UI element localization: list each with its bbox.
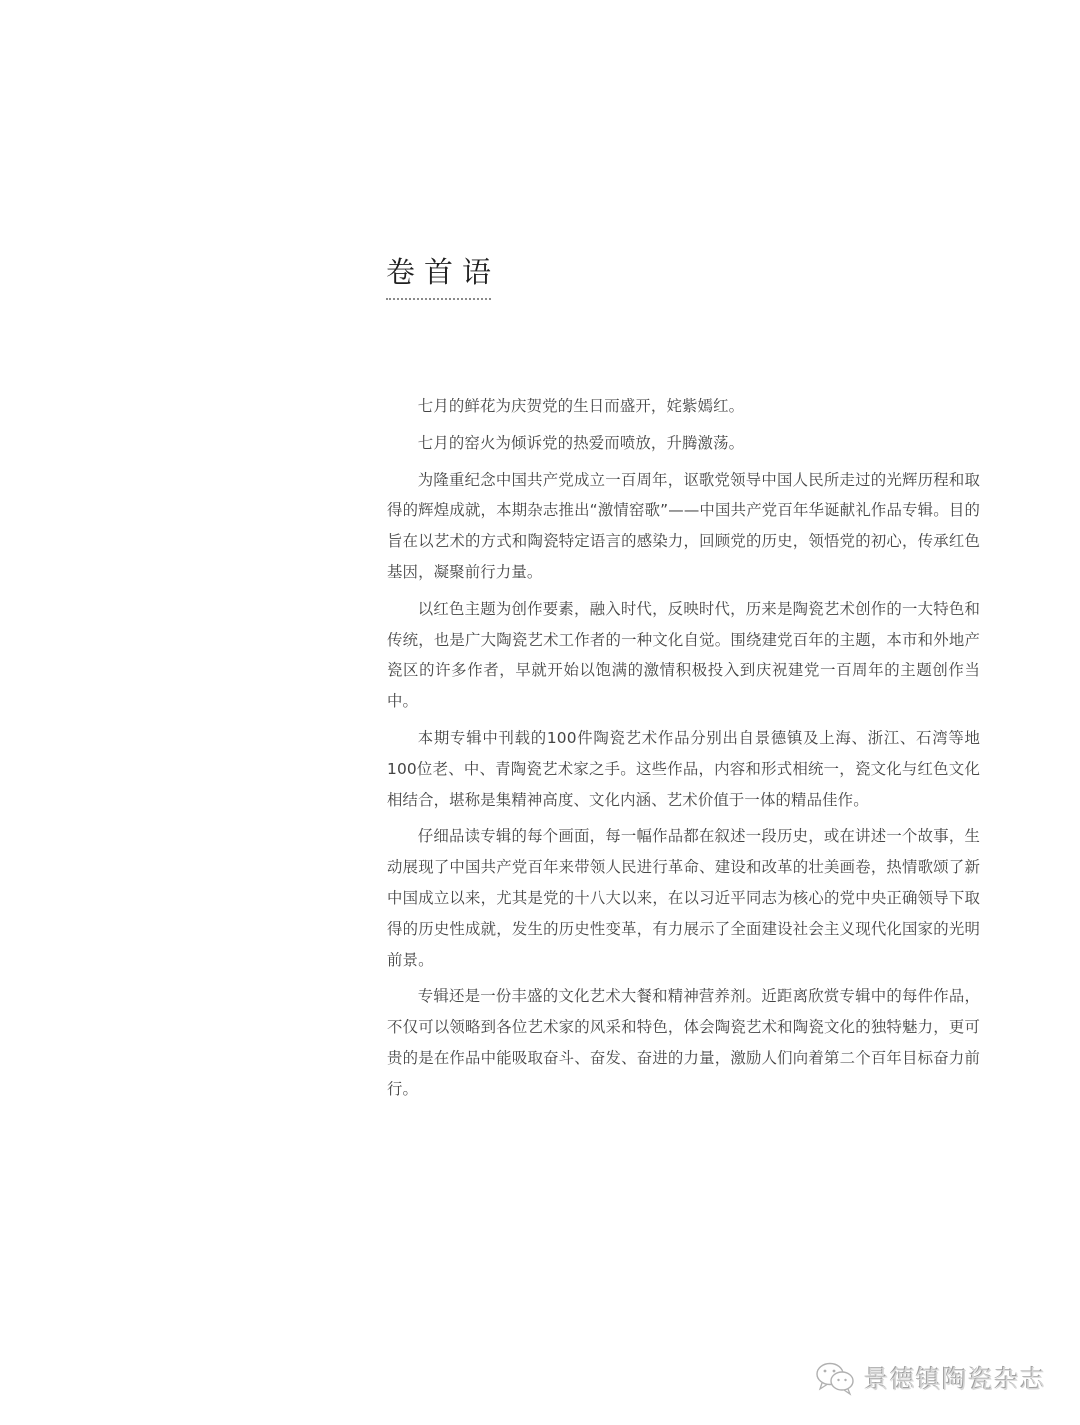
page-title: 卷首语 bbox=[386, 255, 501, 289]
source-watermark bbox=[814, 1360, 1046, 1396]
paragraph: 专辑还是一份丰盛的文化艺术大餐和精神营养剂。近距离欣赏专辑中的每件作品，不仅可以领略到各位艺术家的风采和特色，体会陶瓷艺术和陶瓷文化的独特魅力，更可贵的是在作品中能吸取奋斗、奋发、奋进的力量，激励人们向着第二个百年目标奋力前行。 bbox=[387, 987, 980, 1098]
title-dotted-underline bbox=[386, 298, 491, 300]
article-body bbox=[387, 391, 980, 1111]
paragraph: 七月的鲜花为庆贺党的生日而盛开，姹紫嫣红。 bbox=[417, 397, 745, 415]
paragraph: 七月的窑火为倾诉党的热爱而喷放，升腾激荡。 bbox=[417, 433, 745, 452]
paragraph: 为隆重纪念中国共产党成立一百周年，讴歌党领导中国人民所走过的光辉历程和取得的辉煌成就，本期杂志推出“激情窑歌”——中国共产党百年华诞献礼作品专辑。目的旨在以艺术的方式和陶瓷特定语言的感染力，回顾党的历史，领悟党的初心，传承红色基因，凝聚前行力量。 bbox=[387, 470, 980, 581]
paragraph: 本期专辑中刊载的100件陶瓷艺术作品分别出自景德镇及上海、浙江、石湾等地100位老、中、青陶瓷艺术家之手。这些作品，内容和形式相统一，瓷文化与红色文化相结合，堪称是集精神高度、文化内涵、艺术价值于一体的精品佳作。 bbox=[387, 728, 980, 809]
wechat-icon bbox=[814, 1360, 858, 1396]
paragraph: 以红色主题为创作要素，融入时代，反映时代，历来是陶瓷艺术创作的一大特色和传统，也是广大陶瓷艺术工作者的一种文化自觉。围绕建党百年的主题，本市和外地产瓷区的许多作者，早就开始以饱满的激情积极投入到庆祝建党一百周年的主题创作当中。 bbox=[387, 599, 980, 711]
watermark-text: 景德镇陶瓷杂志 bbox=[864, 1365, 1047, 1394]
paragraph: 仔细品读专辑的每个画面，每一幅作品都在叙述一段历史，或在讲述一个故事，生动展现了中国共产党百年来带领人民进行革命、建设和改革的壮美画卷，热情歌颂了新中国成立以来，尤其是党的十八大以来，在以习近平同志为核心的党中央正确领导下取得的历史性成就，发生的历史性变革，有力展示了全面建设社会主义现代化国家的光明前景。 bbox=[387, 827, 980, 969]
